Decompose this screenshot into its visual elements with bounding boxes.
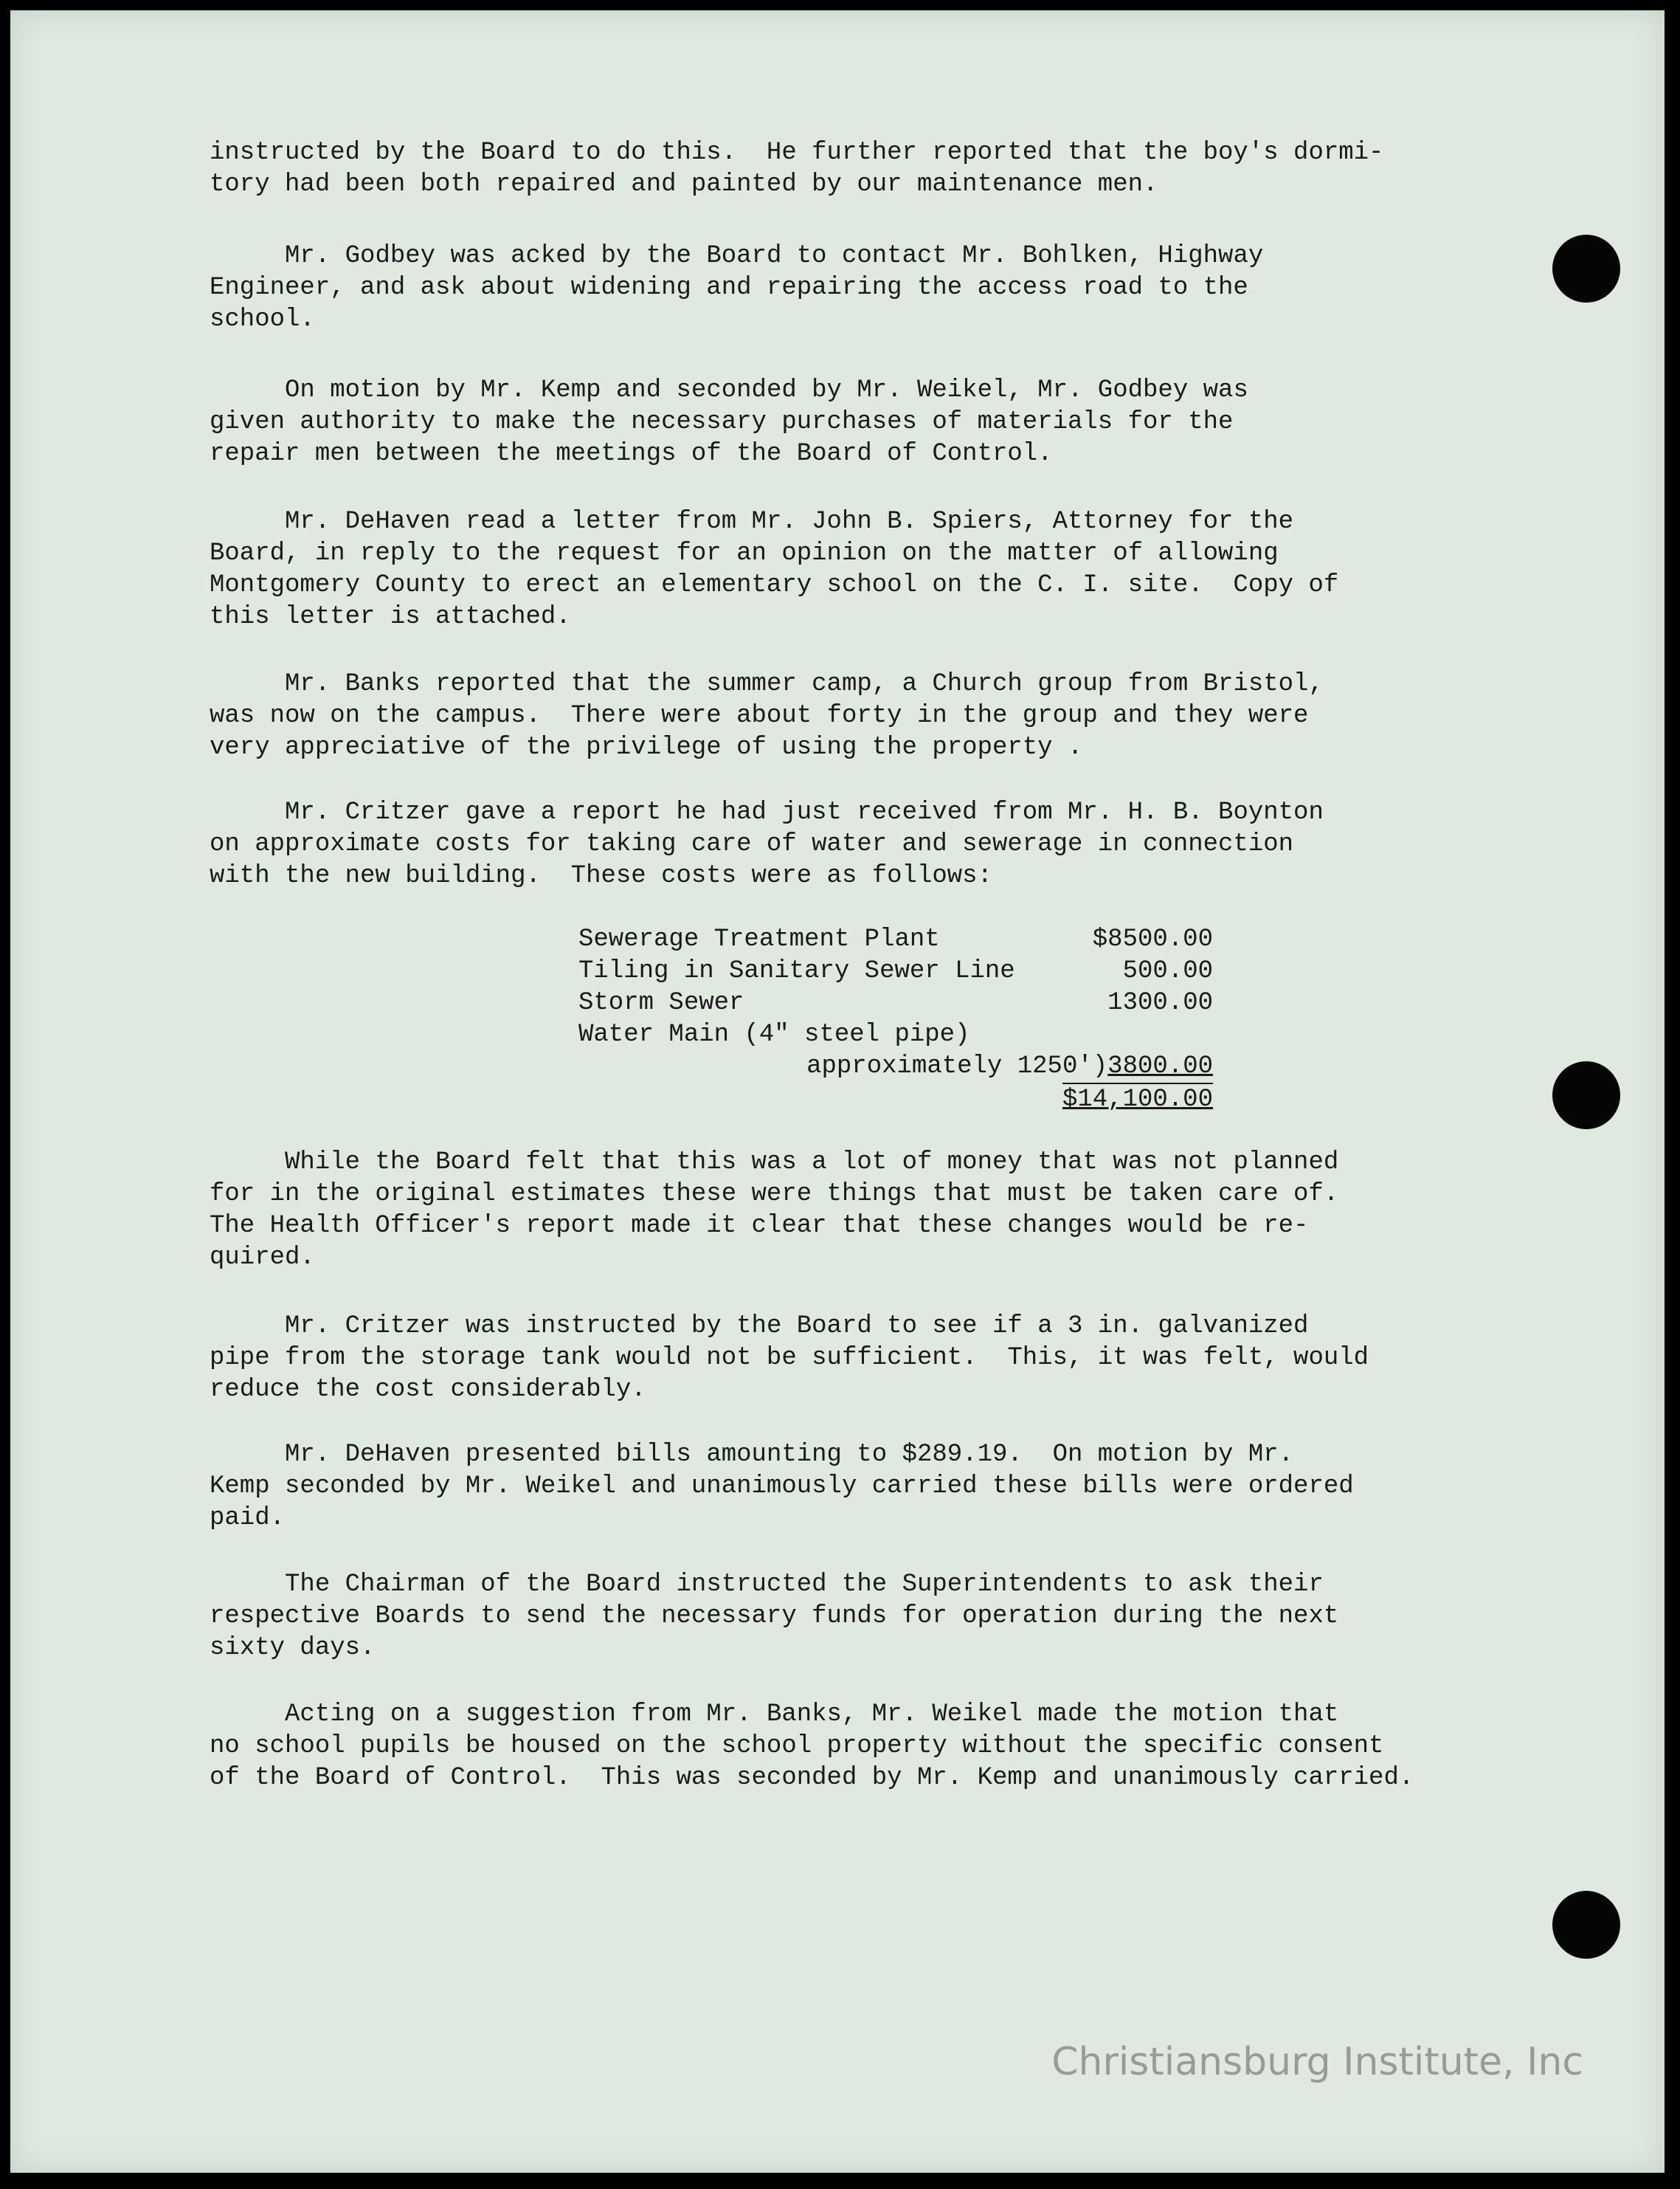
punch-hole <box>1552 1891 1620 1959</box>
cost-label: Water Main (4" steel pipe) <box>578 1021 970 1049</box>
punch-hole <box>1552 235 1620 303</box>
paragraph: Mr. Critzer was instructed by the Board to see if a 3 in. galvanized pipe from the storage tank would not be sufficient. This, it was felt, would reduce the cost considerably. <box>210 1312 1369 1404</box>
paragraph: On motion by Mr. Kemp and seconded by Mr. Weikel, Mr. Godbey was given authority to make the necessary purchases of materials for the repair men between the meetings of the Board of Control. <box>210 376 1248 468</box>
cost-row <box>578 924 1213 956</box>
cost-table <box>578 924 1213 1114</box>
cost-label: Sewerage Treatment Plant <box>578 925 940 954</box>
paragraph: instructed by the Board to do this. He further reported that the boy's dormi- tory had been both repaired and painted by our maintenance men. <box>210 139 1384 199</box>
watermark: Christiansburg Institute, Inc <box>1051 2040 1583 2084</box>
cost-row <box>578 987 1213 1019</box>
paragraph: Acting on a suggestion from Mr. Banks, Mr. Weikel made the motion that no school pupils be housed on the school property without the specific consent of the Board of Control. This was seconded by Mr. Kemp and unanimously carried. <box>210 1700 1414 1792</box>
paragraph: The Chairman of the Board instructed the Superintendents to ask their respective Boards to send the necessary funds for operation during the next sixty days. <box>210 1571 1339 1662</box>
cost-amount <box>1080 1019 1213 1051</box>
document-page <box>10 10 1665 2173</box>
cost-amount: 500.00 <box>1122 957 1213 985</box>
paragraph: Mr. Banks reported that the summer camp, a Church group from Bristol, was now on the campus. There were about forty in the group and they were very appreciative of the privilege of using the property . <box>210 670 1324 762</box>
cost-row <box>578 956 1213 987</box>
paragraph: Mr. Critzer gave a report he had just received from Mr. H. B. Boynton on approximate costs for taking care of water and sewerage in connection with the new building. These costs were as follows: <box>210 799 1324 890</box>
cost-total: $14,100.00 <box>1062 1083 1213 1114</box>
cost-continuation-label: approximately 1250') <box>806 1052 1108 1080</box>
punch-hole <box>1552 1061 1620 1129</box>
paragraph: Mr. Godbey was acked by the Board to contact Mr. Bohlken, Highway Engineer, and ask about widening and repairing the access road to the school. <box>210 242 1264 334</box>
paragraph: Mr. DeHaven read a letter from Mr. John B. Spiers, Attorney for the Board, in reply to the request for an opinion on the matter of allowing Montgomery County to erect an elementary school on the C. I. site. Copy of this letter is attached. <box>210 508 1339 631</box>
cost-amount: $8500.00 <box>1092 925 1213 954</box>
cost-row <box>578 1019 1213 1051</box>
cost-total-row <box>578 1083 1213 1114</box>
paragraph: While the Board felt that this was a lot of money that was not planned for in the original estimates these were things that must be taken care of. The Health Officer's report made it clear that these changes would be re- quired. <box>210 1148 1339 1272</box>
cost-continuation-amount: 3800.00 <box>1107 1052 1213 1080</box>
paragraph: Mr. DeHaven presented bills amounting to $289.19. On motion by Mr. Kemp seconded by Mr. Weikel and unanimously carried these bills were ordered paid. <box>210 1441 1354 1532</box>
cost-amount: 1300.00 <box>1107 989 1213 1017</box>
cost-row <box>578 1051 1213 1083</box>
cost-label: Tiling in Sanitary Sewer Line <box>578 957 1015 985</box>
cost-label: Storm Sewer <box>578 989 744 1017</box>
